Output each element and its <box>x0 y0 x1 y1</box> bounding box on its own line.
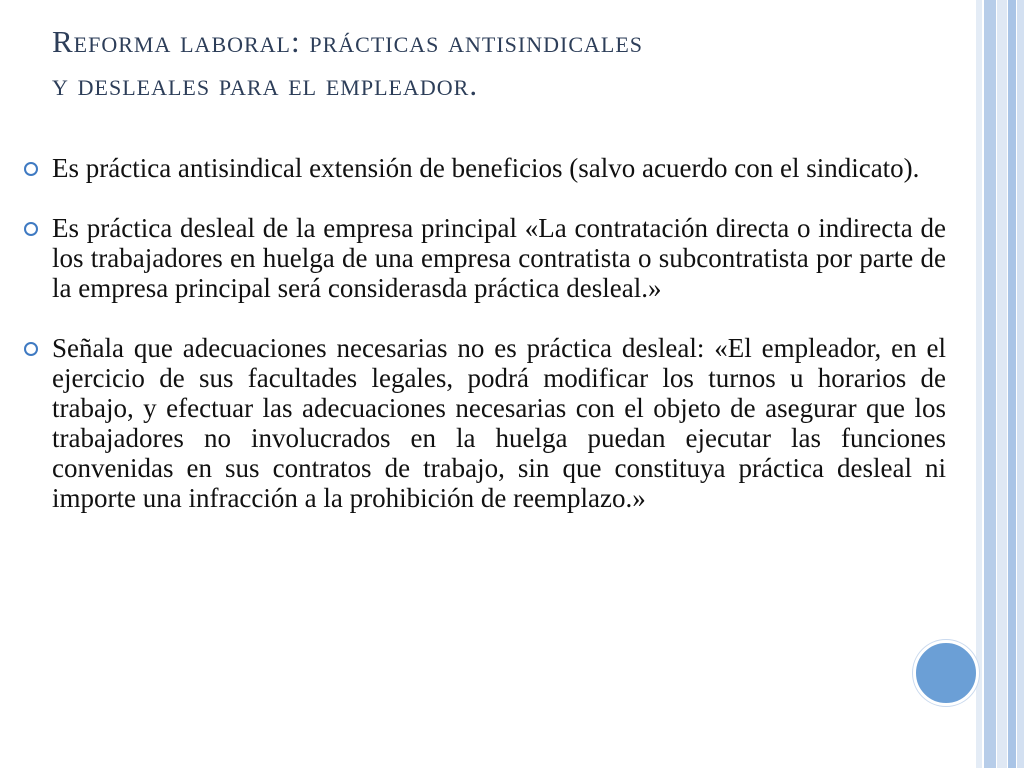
stripe-blue <box>1008 0 1016 768</box>
circle-bullet-icon <box>24 162 38 176</box>
slide-title <box>52 20 952 106</box>
circle-bullet-icon <box>24 342 38 356</box>
stripe-light <box>976 0 982 768</box>
bullet-text: Es práctica antisindical extensión de beneficios (salvo acuerdo con el sindicato). <box>52 153 920 183</box>
bullet-text: Señala que adecuaciones necesarias no es práctica desleal: «El empleador, en el ejercicio de sus facultades legales, podrá modificar los turnos u horarios de trabajo, y efectuar las adecuaciones necesarias con el objeto de asegurar que los trabajadores no involucrados en la huelga puedan ejecutar las funciones convenidas en sus contratos de trabajo, sin que constituya práctica desleal ni importe una infracción a la prohibición de reemplazo.» <box>52 333 946 513</box>
circle-bullet-icon <box>24 222 38 236</box>
bullet-item <box>24 333 946 513</box>
title-line-1: Reforma laboral: prácticas antisindicales <box>52 24 644 59</box>
title-line-2: y desleales para el empleador. <box>52 67 479 102</box>
decorative-stripes <box>976 0 1024 768</box>
bullet-item <box>24 213 946 303</box>
bullet-item <box>24 153 946 183</box>
stripe-edge <box>1017 0 1024 768</box>
decorative-circle <box>913 640 979 706</box>
stripe-mid <box>984 0 996 768</box>
bullet-list <box>24 153 946 543</box>
stripe-pale <box>997 0 1007 768</box>
bullet-text: Es práctica desleal de la empresa principal «La contratación directa o indirecta de los trabajadores en huelga de una empresa contratista o subcontratista por parte de la empresa principal será considerasda práctica desleal.» <box>52 213 946 303</box>
